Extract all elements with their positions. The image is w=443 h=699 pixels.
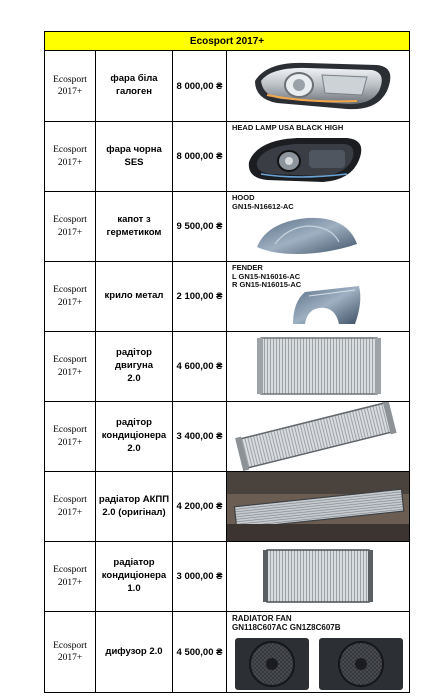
image-cell [227,192,410,262]
table-row [45,122,410,192]
part-name-cell: крило метал [96,262,173,332]
part-caption: HEAD LAMP USA BLACK HIGH [232,123,344,132]
table-row [45,542,410,612]
price-cell: 8 000,00 ₴ [173,51,227,122]
table-row [45,612,410,693]
transmission-cooler-image [227,472,410,541]
price-cell: 3 400,00 ₴ [173,402,227,472]
ac-condenser-1-0-image [227,542,410,611]
image-cell [227,122,410,192]
model-cell: Ecosport 2017+ [45,51,96,122]
model-cell: Ecosport 2017+ [45,472,96,542]
image-cell [227,542,410,612]
part-caption: RADIATOR FAN GN118C607AC GN1Z8C607B [232,614,341,633]
part-name-cell: радітор двигуна 2.0 [96,332,173,402]
table-row [45,332,410,402]
model-cell: Ecosport 2017+ [45,332,96,402]
part-name-cell: фара чорна SES [96,122,173,192]
price-cell: 4 600,00 ₴ [173,332,227,402]
part-name-cell: капот з герметиком [96,192,173,262]
part-caption: FENDER L GN15-N16016-AC R GN15-N16015-AC [232,263,302,290]
price-cell: 9 500,00 ₴ [173,192,227,262]
image-cell [227,262,410,332]
part-caption: HOOD GN15-N16612-AC [232,193,294,211]
part-name-cell: радітор кондиціонера 2.0 [96,402,173,472]
engine-radiator-image [227,332,410,401]
image-cell [227,332,410,402]
part-name-cell: фара біла галоген [96,51,173,122]
model-cell: Ecosport 2017+ [45,262,96,332]
ac-condenser-image [227,402,410,471]
model-cell: Ecosport 2017+ [45,612,96,693]
table-row [45,192,410,262]
table-row [45,51,410,122]
part-name-cell: радіатор кондиціонера 1.0 [96,542,173,612]
part-name-cell: дифузор 2.0 [96,612,173,693]
model-cell: Ecosport 2017+ [45,402,96,472]
model-cell: Ecosport 2017+ [45,192,96,262]
table-row [45,262,410,332]
table-row [45,402,410,472]
image-cell [227,472,410,542]
price-cell: 8 000,00 ₴ [173,122,227,192]
image-cell [227,612,410,693]
price-cell: 3 000,00 ₴ [173,542,227,612]
price-table [44,31,410,693]
image-cell [227,402,410,472]
price-cell: 4 200,00 ₴ [173,472,227,542]
headlamp-image [227,51,410,121]
price-cell: 4 500,00 ₴ [173,612,227,693]
price-cell: 2 100,00 ₴ [173,262,227,332]
image-cell [227,51,410,122]
model-cell: Ecosport 2017+ [45,542,96,612]
model-cell: Ecosport 2017+ [45,122,96,192]
table-row [45,472,410,542]
part-name-cell: радіатор АКПП 2.0 (оригінал) [96,472,173,542]
table-header [45,32,410,51]
table-header-title: Ecosport 2017+ [189,35,265,47]
